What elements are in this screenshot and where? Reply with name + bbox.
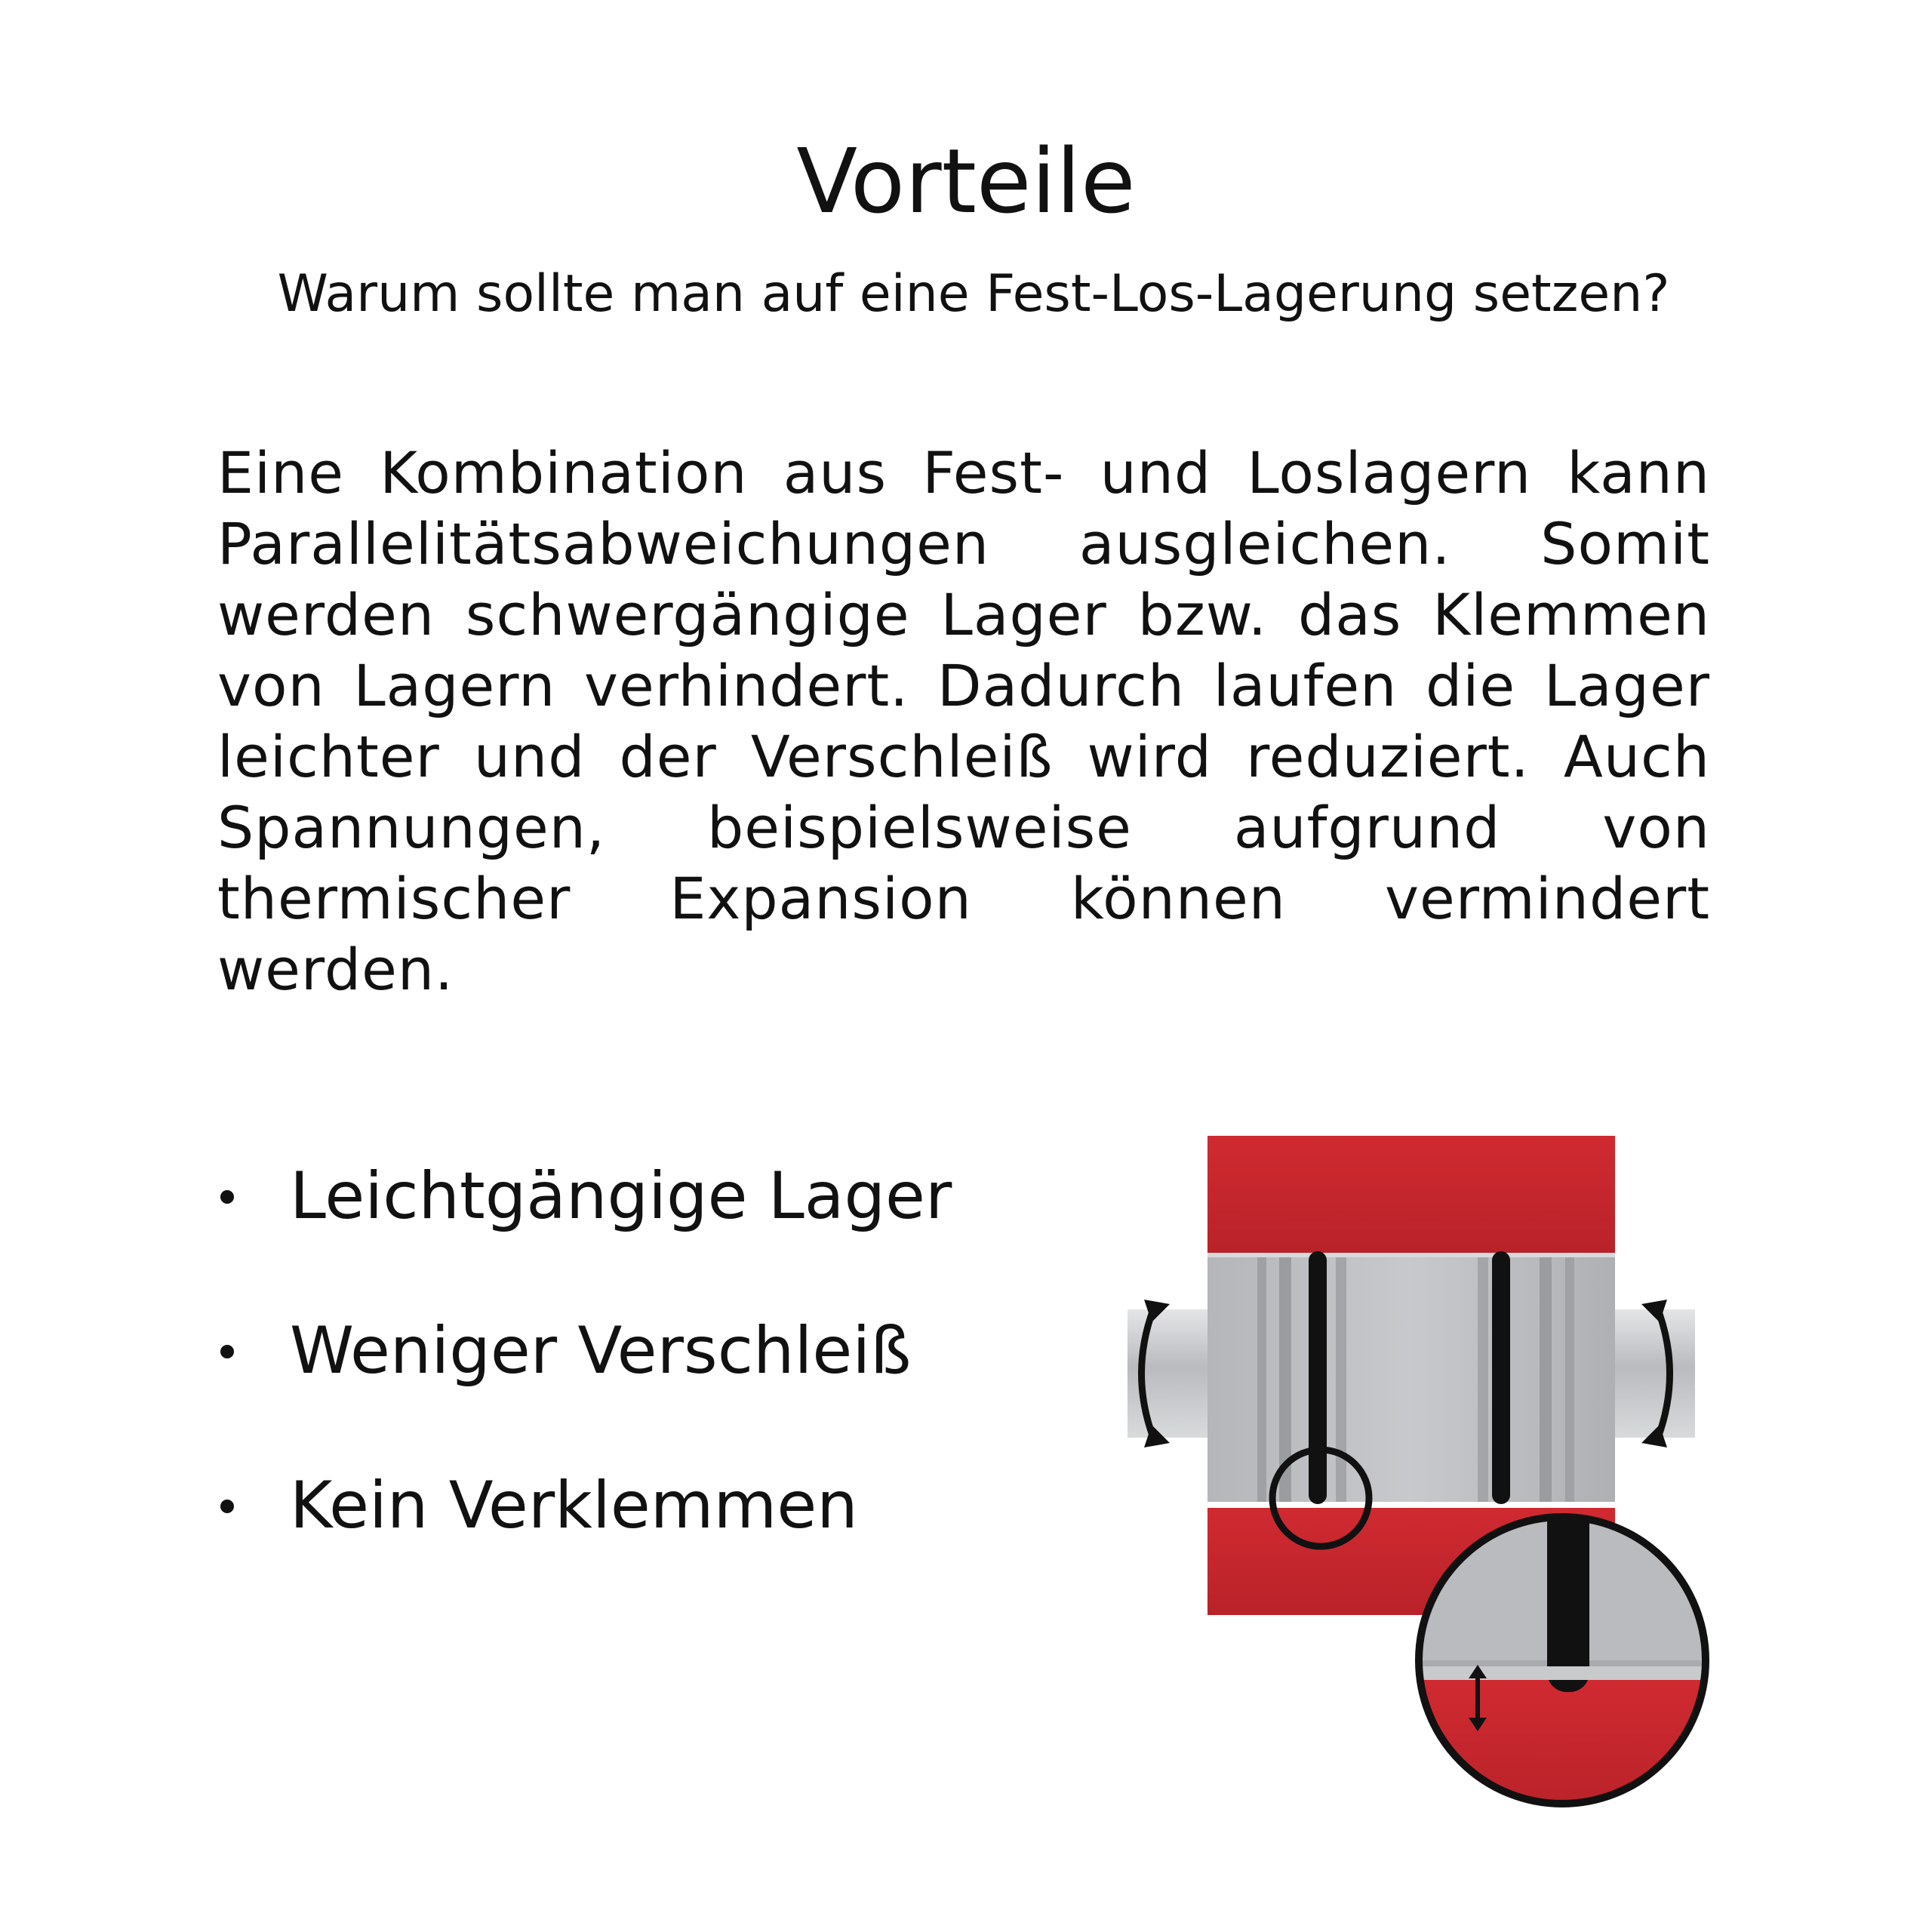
- body-paragraph: Eine Kombination aus Fest- und Loslagern kann Parallelitätsabweichungen ausgleichen. Somit werden schwergängige Lager bzw. das Klemmen von Lagern verhindert. Dadurch laufen die Lager leichter und der Verschleiß wird reduziert. Auch Spannungen, beispielsweise aufgrund von thermischer Expansion können vermindert werden.: [217, 439, 1710, 1003]
- list-item: [217, 1309, 952, 1464]
- list-item: [217, 1464, 952, 1619]
- bearing-body: [1208, 1253, 1615, 1502]
- bearing-illustration: [1117, 1124, 1721, 1811]
- bullet-icon: [220, 1500, 234, 1513]
- housing-top: [1208, 1136, 1615, 1253]
- page-title: Vorteile: [796, 129, 1136, 233]
- shaft-right: [1612, 1309, 1695, 1438]
- page-subtitle: Warum sollte man auf eine Fest-Los-Lagerung setzen?: [277, 264, 1670, 324]
- o-ring-right: [1492, 1251, 1510, 1504]
- benefit-label: Leichtgängige Lager: [290, 1158, 952, 1234]
- benefit-label: Kein Verklemmen: [290, 1468, 858, 1543]
- benefit-label: Weniger Verschleiß: [290, 1313, 912, 1389]
- o-ring-left: [1309, 1251, 1327, 1504]
- list-item: [217, 1155, 952, 1309]
- bullet-icon: [220, 1190, 234, 1204]
- bullet-icon: [220, 1345, 234, 1358]
- benefit-list: [217, 1155, 952, 1619]
